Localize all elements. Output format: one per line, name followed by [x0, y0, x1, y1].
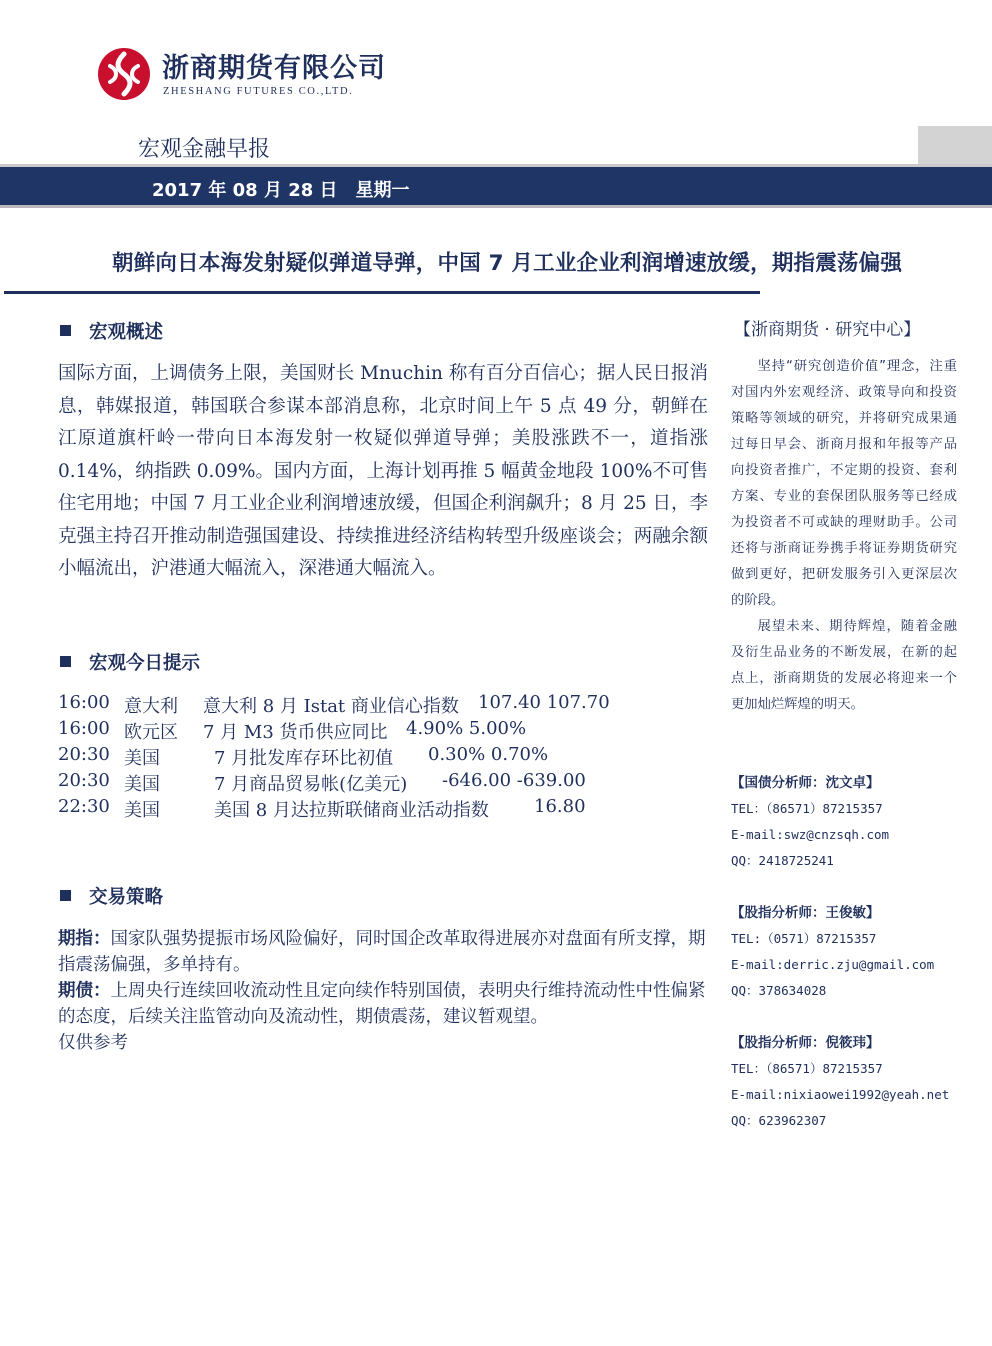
sidebar-heading: 【浙商期货 · 研究中心】 [734, 320, 921, 340]
headline: 朝鲜向日本海发射疑似弹道导弹，中国 7 月工业企业利润增速放缓，期指震荡偏强 [112, 251, 903, 276]
analyst-qq: QQ：623962307 [731, 1113, 827, 1128]
header-decor-block [918, 126, 992, 166]
section-overview-label: 宏观概述 [89, 322, 164, 343]
company-name-cn: 浙商期货有限公司 [162, 53, 386, 84]
event-values: 16.80 [534, 796, 586, 817]
analyst-name: 【股指分析师：王俊敏】 [731, 905, 880, 921]
event-region: 美国 [124, 748, 160, 769]
events-list [58, 692, 718, 822]
report-type: 宏观金融早报 [138, 137, 271, 162]
strategy-bond-text: 上周央行连续回收流动性且定向续作特别国债，表明央行维持流动性中性偏紧的态度，后续关注监管动向及流动性，期债震荡，建议暂观望。 [58, 981, 706, 1027]
section-overview-title [60, 318, 163, 344]
event-indicator: 7 月商品贸易帐(亿美元) [214, 774, 408, 795]
event-region: 欧元区 [124, 722, 178, 743]
strategy-disclaimer: 仅供参考 [58, 1033, 128, 1053]
event-indicator: 7 月 M3 货币供应同比 [203, 722, 388, 743]
section-today-title [60, 649, 200, 675]
square-bullet-icon [60, 325, 71, 336]
event-row [58, 718, 718, 744]
strategy-bond-label: 期债： [58, 981, 111, 1001]
sidebar-intro: 坚持“研究创造价值”理念，注重对国内外宏观经济、政策导向和投资策略等领域的研究，并将研究成果通过每日早会、浙商月报和年报等产品向投资者推广，不定期的投资、套利方案、专业的套保团队服务等已经成为投资者不可或缺的理财助手。公司还将与浙商证券携手将证券期货研究做到更好，把研发服务引入更深层次的阶段。 [731, 359, 957, 608]
event-indicator: 7 月批发库存环比初值 [214, 748, 394, 769]
square-bullet-icon [60, 656, 71, 667]
event-values: 0.30% 0.70% [428, 744, 549, 765]
analyst-tel: TEL：（86571）87215357 [731, 1061, 883, 1076]
analyst-card [731, 770, 971, 874]
event-indicator: 美国 8 月达拉斯联储商业活动指数 [214, 800, 489, 821]
event-time: 16:00 [58, 718, 110, 739]
event-values: 4.90% 5.00% [406, 718, 527, 739]
event-indicator: 意大利 8 月 Istat 商业信心指数 [203, 696, 459, 717]
analyst-tel: TEL:（0571）87215357 [731, 931, 877, 946]
analyst-qq: QQ：2418725241 [731, 853, 834, 868]
event-time: 22:30 [58, 796, 110, 817]
overview-text: 国际方面，上调债务上限，美国财长 Mnuchin 称有百分百信心；据人民日报消息，韩媒报道，韩国联合参谋本部消息称，北京时间上午 5 点 49 分，朝鲜在江原道旗杆岭一带向日本海发射一枚疑似弹道导弹；美股涨跌不一，道指涨 0.14%，纳指跌 0.09%。国内方面，上海计划再推 5 幅黄金地段 100%不可售住宅用地；中国 7 月工业企业利润增速放缓，但国企利润飙升；8 月 25 日，李克强主持召开推动制造强国建设、持续推进经济结构转型升级座谈会；两融余额小幅流出，沪港通大幅流入，深港通大幅流入。 [58, 363, 708, 579]
strategy-text [58, 926, 708, 1056]
analyst-name: 【国债分析师：沈文卓】 [731, 775, 880, 791]
strategy-index-text: 国家队强势提振市场风险偏好，同时国企改革取得进展亦对盘面有所支撑，期指震荡偏强，多单持有。 [58, 929, 706, 975]
section-today-label: 宏观今日提示 [89, 653, 201, 674]
date-bar-shadow [0, 205, 992, 208]
event-values: -646.00 -639.00 [442, 770, 586, 791]
strategy-index [58, 926, 708, 978]
analyst-qq: QQ：378634028 [731, 983, 827, 998]
event-row [58, 796, 718, 822]
section-strategy-title [60, 883, 163, 909]
sidebar-outlook: 展望未来、期待辉煌，随着金融及衍生品业务的不断发展，在新的起点上，浙商期货的发展必将迎来一个更加灿烂辉煌的明天。 [731, 619, 957, 712]
event-values: 107.40 107.70 [478, 692, 610, 713]
event-row [58, 744, 718, 770]
analyst-name: 【股指分析师：倪筱玮】 [731, 1035, 880, 1051]
analyst-email[interactable]: E-mail:nixiaowei1992@yeah.net [731, 1087, 950, 1102]
event-time: 20:30 [58, 770, 110, 791]
analyst-email[interactable]: E-mail:swz@cnzsqh.com [731, 827, 890, 842]
headline-rule [4, 291, 760, 294]
analyst-card [731, 900, 971, 1004]
company-logo-icon [96, 46, 152, 102]
analyst-email[interactable]: E-mail:derric.zju@gmail.com [731, 957, 935, 972]
event-region: 美国 [124, 800, 160, 821]
event-region: 意大利 [124, 696, 178, 717]
event-region: 美国 [124, 774, 160, 795]
strategy-bond [58, 978, 708, 1030]
analyst-card [731, 1030, 971, 1134]
event-row [58, 770, 718, 796]
event-time: 20:30 [58, 744, 110, 765]
analyst-tel: TEL：（86571）87215357 [731, 801, 883, 816]
strategy-index-label: 期指： [58, 929, 111, 949]
company-name-en: ZHESHANG FUTURES CO.,LTD. [163, 86, 354, 97]
report-date: 2017 年 08 月 28 日 星期一 [152, 180, 410, 201]
date-bar [0, 167, 992, 205]
event-row [58, 692, 718, 718]
square-bullet-icon [60, 890, 71, 901]
event-time: 16:00 [58, 692, 110, 713]
section-strategy-label: 交易策略 [89, 887, 164, 908]
